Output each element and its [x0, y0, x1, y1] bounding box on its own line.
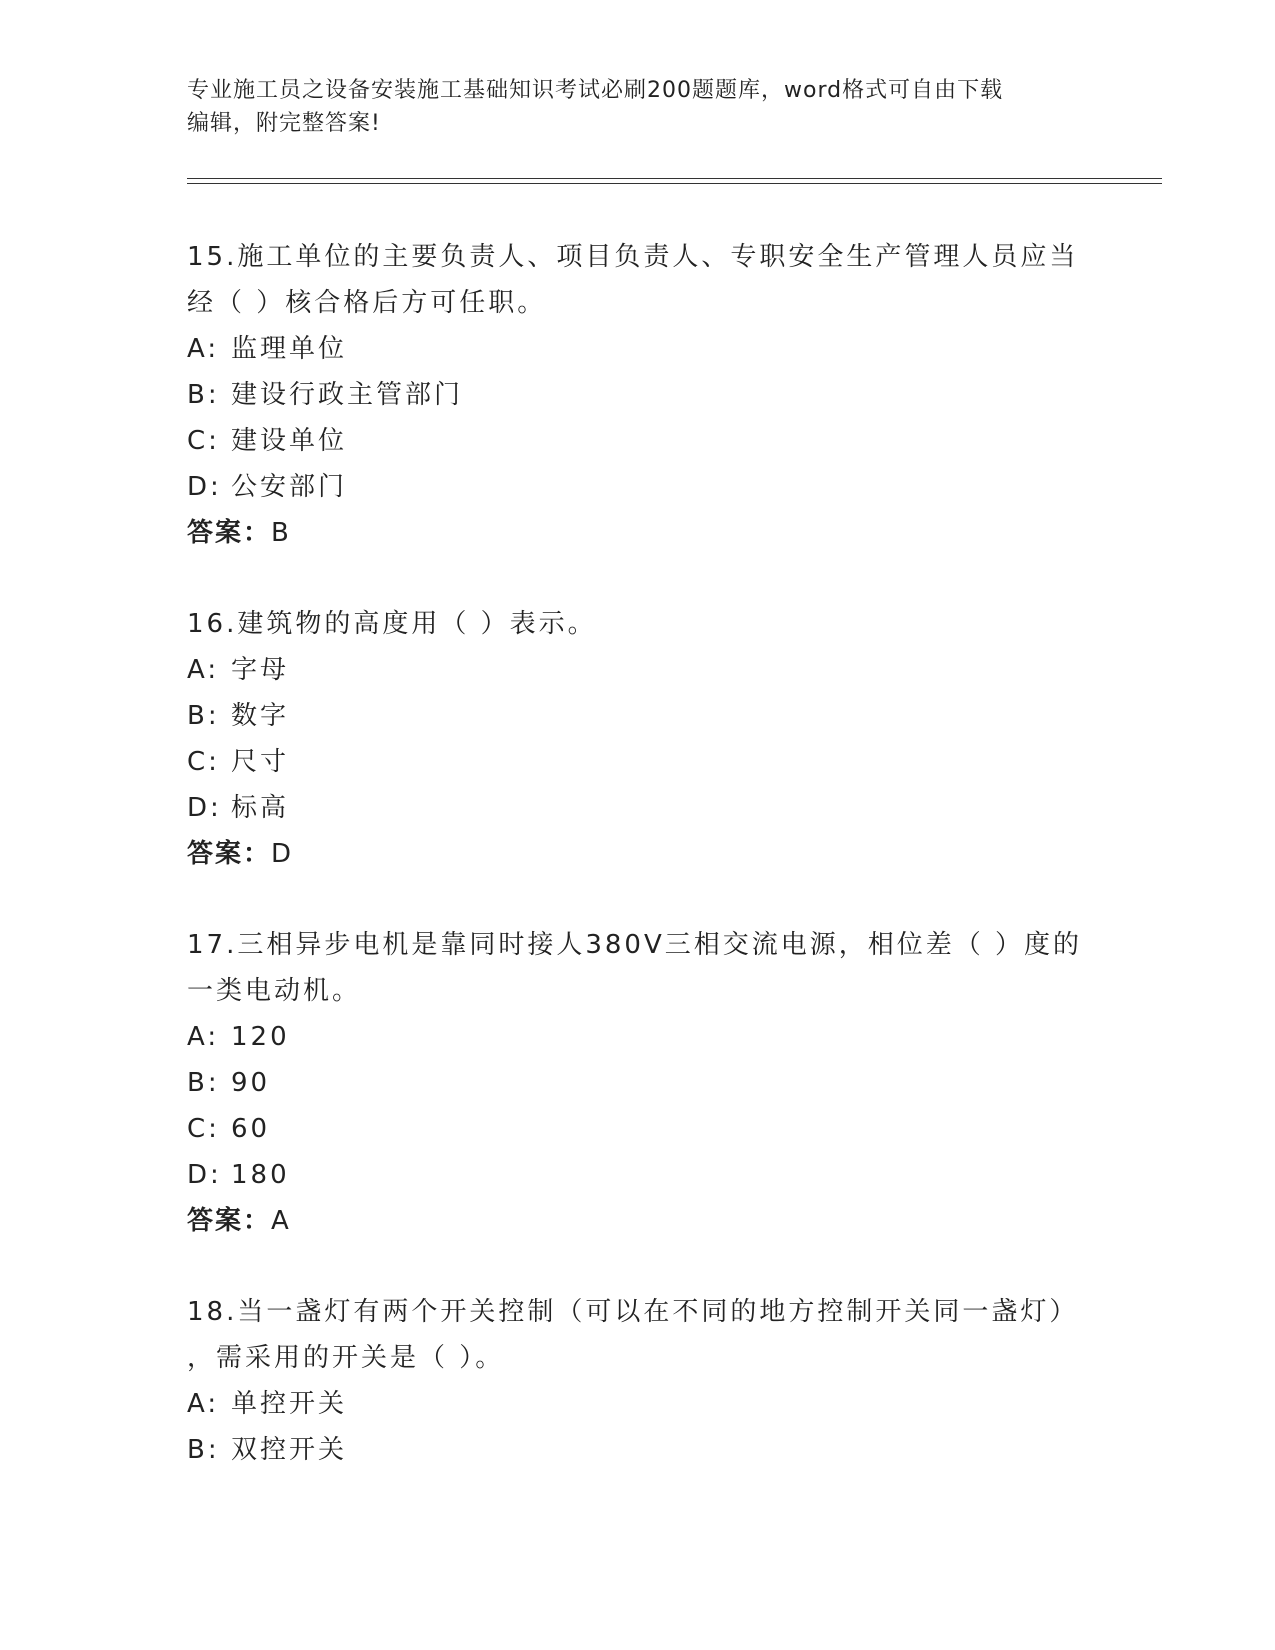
- option-letter: A:: [187, 1022, 220, 1052]
- option-text: 数字: [231, 701, 290, 731]
- answer-label: 答案：: [187, 518, 272, 548]
- option-a: [187, 1014, 1162, 1060]
- option-d: [187, 464, 1162, 510]
- question-stem-line: 经（ ）核合格后方可任职。: [187, 288, 547, 318]
- option-letter: B:: [187, 380, 220, 410]
- option-text: 建设单位: [231, 426, 348, 456]
- option-text: 单控开关: [231, 1389, 348, 1419]
- question-stem-line: 16.建筑物的高度用（ ）表示。: [187, 609, 597, 639]
- question-stem: [187, 601, 1087, 647]
- option-text: 尺寸: [231, 747, 290, 777]
- option-text: 公安部门: [231, 472, 348, 502]
- option-d: [187, 1152, 1162, 1198]
- option-text: 90: [231, 1068, 271, 1098]
- header-line-1: 专业施工员之设备安装施工基础知识考试必刷200题题库，word格式可自由下载: [187, 78, 1004, 103]
- option-letter: D:: [187, 472, 222, 502]
- question-stem-line: ，需采用的开关是（ ）。: [187, 1343, 505, 1373]
- header-divider-top: [187, 178, 1162, 179]
- option-letter: B:: [187, 701, 220, 731]
- question-18: [187, 1289, 1162, 1473]
- option-text: 180: [231, 1160, 290, 1190]
- option-d: [187, 785, 1162, 831]
- option-text: 双控开关: [231, 1435, 348, 1465]
- option-letter: D:: [187, 793, 222, 823]
- option-text: 120: [231, 1022, 290, 1052]
- answer-value: D: [271, 839, 294, 869]
- option-letter: A:: [187, 655, 220, 685]
- option-letter: A:: [187, 334, 220, 364]
- question-stem: [187, 922, 1087, 1014]
- answer-value: B: [271, 518, 291, 548]
- question-16: [187, 601, 1162, 877]
- answer-label: 答案：: [187, 839, 272, 869]
- option-b: [187, 1427, 1162, 1473]
- option-c: [187, 418, 1162, 464]
- answer-line: [187, 510, 1162, 556]
- question-stem: [187, 1289, 1087, 1381]
- option-a: [187, 326, 1162, 372]
- option-text: 标高: [231, 793, 290, 823]
- option-letter: A:: [187, 1389, 220, 1419]
- option-letter: B:: [187, 1435, 220, 1465]
- option-letter: C:: [187, 1114, 220, 1144]
- option-b: [187, 693, 1162, 739]
- answer-value: A: [271, 1206, 291, 1236]
- option-text: 监理单位: [231, 334, 348, 364]
- answer-label: 答案：: [187, 1206, 272, 1236]
- header-line-2: 编辑，附完整答案!: [187, 111, 381, 136]
- option-letter: C:: [187, 747, 220, 777]
- option-text: 字母: [231, 655, 290, 685]
- option-b: [187, 1060, 1162, 1106]
- option-c: [187, 739, 1162, 785]
- option-letter: B:: [187, 1068, 220, 1098]
- option-text: 建设行政主管部门: [231, 380, 464, 410]
- answer-line: [187, 831, 1162, 877]
- option-a: [187, 1381, 1162, 1427]
- option-c: [187, 1106, 1162, 1152]
- question-list: [187, 234, 1162, 1518]
- question-stem-line: 15.施工单位的主要负责人、项目负责人、专职安全生产管理人员应当: [187, 242, 1079, 272]
- question-17: [187, 922, 1162, 1244]
- question-stem-line: 17.三相异步电机是靠同时接人380V三相交流电源，相位差（ ）度的: [187, 930, 1083, 960]
- answer-line: [187, 1198, 1162, 1244]
- document-header: [187, 74, 1087, 140]
- option-b: [187, 372, 1162, 418]
- question-15: [187, 234, 1162, 556]
- question-stem: [187, 234, 1087, 326]
- header-divider-bottom: [187, 183, 1162, 184]
- question-stem-line: 一类电动机。: [187, 976, 362, 1006]
- option-a: [187, 647, 1162, 693]
- option-letter: C:: [187, 426, 220, 456]
- option-text: 60: [231, 1114, 271, 1144]
- option-letter: D:: [187, 1160, 222, 1190]
- question-stem-line: 18.当一盏灯有两个开关控制（可以在不同的地方控制开关同一盏灯）: [187, 1297, 1079, 1327]
